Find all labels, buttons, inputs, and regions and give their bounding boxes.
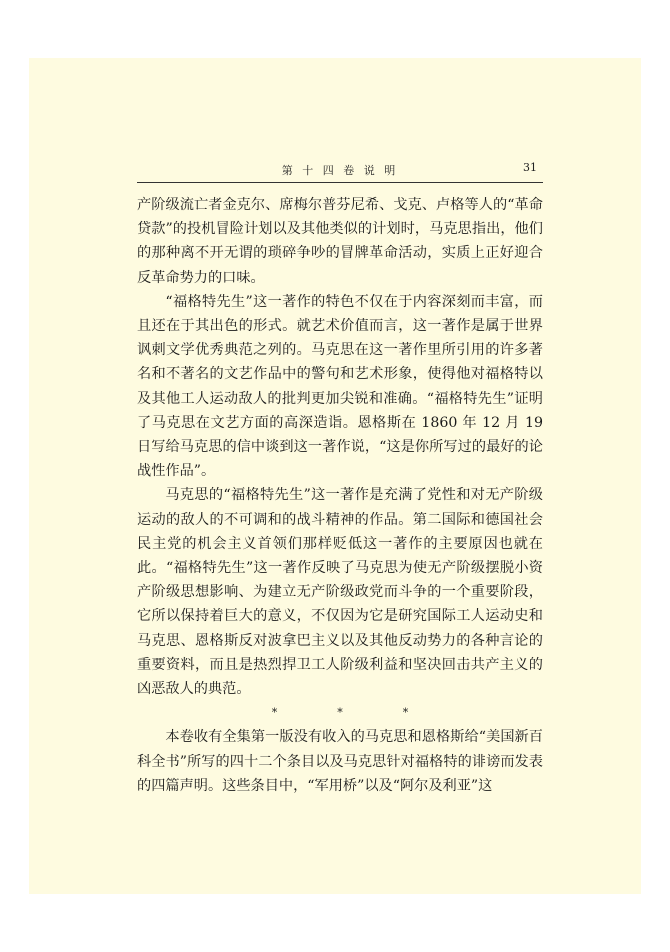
- running-header: [137, 160, 543, 183]
- paragraph: 马克思的“福格特先生”这一著作是充满了党性和对无产阶级运动的敌人的不可调和的战斗精神的作品。第二国际和德国社会民主党的机会主义首领们那样贬低这一著作的主要原因也就在此。“福格特先生”这一著作反映了马克思为使无产阶级摆脱小资产阶级思想影响、为建立无产阶级政党而斗争的一个重要阶段，它所以保持着巨大的意义，不仅因为它是研究国际工人运动史和马克思、恩格斯反对波拿巴主义以及其他反动势力的各种言论的重要资料，而且是热烈捍卫工人阶级利益和坚决回击共产主义的凶恶敌人的典范。: [137, 487, 543, 698]
- body-text: [137, 193, 543, 798]
- page-number: 31: [523, 161, 537, 174]
- paragraph: “福格特先生”这一著作的特色不仅在于内容深刻而丰富，而且还在于其出色的形式。就艺术价值而言，这一著作是属于世界讽刺文学优秀典范之列的。马克思在这一著作里所引用的许多著名和不著名的文艺作品中的警句和艺术形象，使得他对福格特以及其他工人运动敌人的批判更加尖锐和准确。“福格特先生”证明了马克思在文艺方面的高深造诣。恩格斯在 1860 年 12 月 19 日写给马克思的信中谈到这一著作说，“这是你所写过的最好的论战性作品”。: [137, 293, 543, 480]
- separator-star: *: [337, 706, 343, 720]
- paragraph: 产阶级流亡者金克尔、席梅尔普芬尼希、戈克、卢格等人的“革命贷款”的投机冒险计划以及其他类似的计划时，马克思指出，他们的那种离不开无谓的琐碎争吵的冒牌革命活动，实质上正好迎合反革命势力的口味。: [137, 197, 543, 286]
- separator-star: *: [402, 706, 409, 720]
- header-title: 第 十 四 卷 说 明: [281, 164, 399, 177]
- separator-star: *: [271, 706, 278, 720]
- section-separator: [137, 701, 543, 725]
- paragraph: 本卷收有全集第一版没有收入的马克思和恩格斯给“美国新百科全书”所写的四十二个条目以及马克思针对福格特的诽谤而发表的四篇声明。这些条目中，“军用桥”以及“阿尔及利亚”这: [137, 729, 543, 794]
